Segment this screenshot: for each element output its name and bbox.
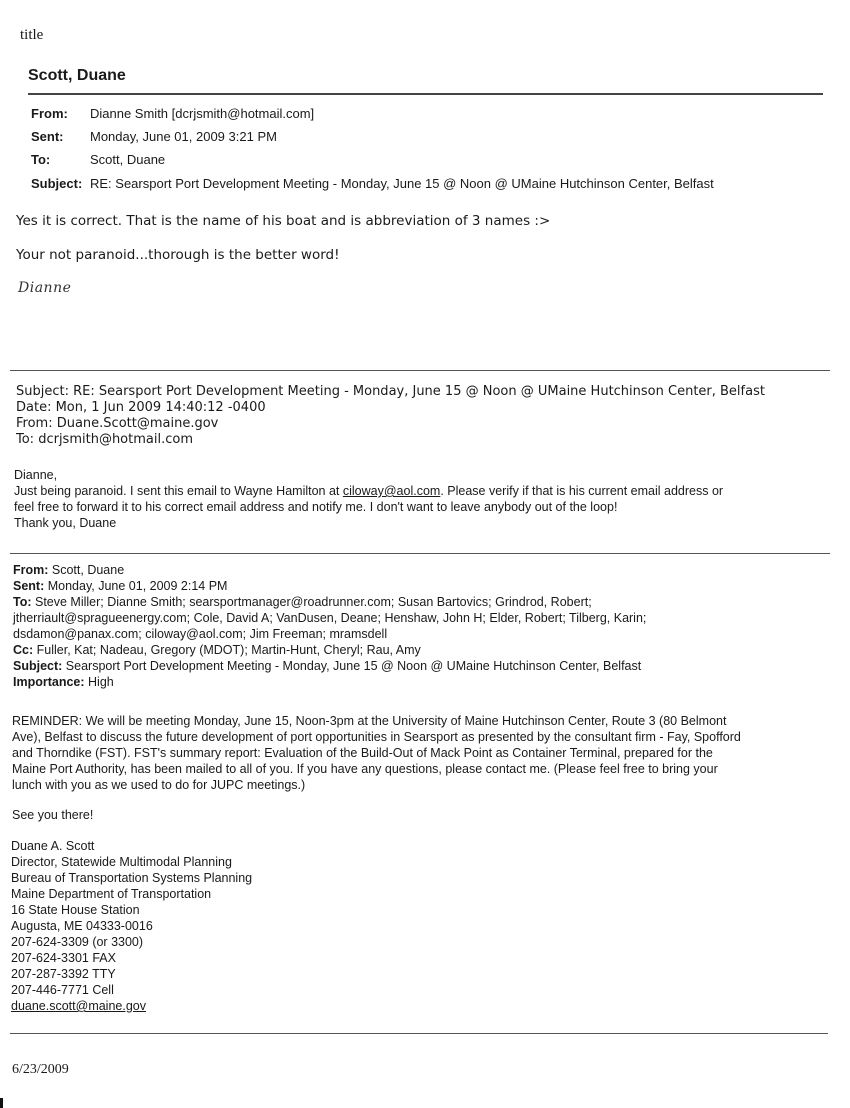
from-label: From: xyxy=(31,106,68,121)
footer-date: 6/23/2009 xyxy=(12,1062,69,1077)
header-divider xyxy=(28,93,823,95)
sent-value: Monday, June 01, 2009 3:21 PM xyxy=(90,129,277,144)
original-header xyxy=(13,562,646,690)
original-to-cont-1: jtherriault@spragueenergy.com; Cole, David A; VanDusen, Deane; Henshaw, John H; Elder, Robert; Tilberg, Karin; xyxy=(13,611,647,625)
reply-date: Date: Mon, 1 Jun 2009 14:40:12 -0400 xyxy=(16,400,266,415)
original-body-line-2: Ave), Belfast to discuss the future development of port opportunities in Searsport as presented by the consultant firm - Fay, Spofford xyxy=(12,730,741,744)
from-value: Dianne Smith [dcrjsmith@hotmail.com] xyxy=(90,106,315,121)
original-sent xyxy=(13,578,646,594)
email-link-ciloway[interactable]: ciloway@aol.com xyxy=(342,484,441,498)
original-importance xyxy=(13,674,646,690)
reply-from: From: Duane.Scott@maine.gov xyxy=(16,416,219,431)
outer-body-line-2: Your not paranoid...thorough is the better word! xyxy=(16,247,340,263)
signature-city: Augusta, ME 04333-0016 xyxy=(11,919,153,933)
signature-phone: 207-624-3309 (or 3300) xyxy=(11,935,144,949)
original-to-label: To: xyxy=(13,595,32,609)
original-from-label: From: xyxy=(13,563,49,577)
reply-line-2: feel free to forward it to his correct email address and notify me. I don't want to leave anybody out of the loop! xyxy=(14,500,618,514)
signature-email-link[interactable]: duane.scott@maine.gov xyxy=(11,999,146,1013)
original-to-cont-2: dsdamon@panax.com; ciloway@aol.com; Jim Freeman; mramsdell xyxy=(13,627,388,641)
handwritten-signature: Dianne xyxy=(18,280,72,296)
original-subject-label: Subject: xyxy=(13,659,63,673)
reply-closing: Thank you, Duane xyxy=(14,516,117,530)
reply-line-1 xyxy=(14,483,723,499)
original-from-value: Scott, Duane xyxy=(48,563,125,577)
signature-cell: 207-446-7771 Cell xyxy=(11,983,114,997)
original-body-line-4: Maine Port Authority, has been mailed to all of you. If you have any questions, please contact me. (Please feel free to bring your xyxy=(12,762,718,776)
original-subject xyxy=(13,658,646,674)
original-cc-value: Fuller, Kat; Nadeau, Gregory (MDOT); Martin-Hunt, Cheryl; Rau, Amy xyxy=(33,643,421,657)
original-from xyxy=(13,562,646,578)
subject-value: RE: Searsport Port Development Meeting - Monday, June 15 @ Noon @ UMaine Hutchinson Center, Belfast xyxy=(90,176,714,191)
signature-name: Duane A. Scott xyxy=(11,839,95,853)
reply-to: To: dcrjsmith@hotmail.com xyxy=(16,432,193,447)
original-body-line-5: lunch with you as we used to do for JUPC meetings.) xyxy=(12,778,306,792)
sender-name-heading: Scott, Duane xyxy=(28,67,126,84)
sent-label: Sent: xyxy=(31,129,64,144)
original-cc xyxy=(13,642,646,658)
to-value: Scott, Duane xyxy=(90,152,166,167)
original-to xyxy=(13,594,646,610)
signature-department: Maine Department of Transportation xyxy=(11,887,212,901)
reply-divider xyxy=(10,370,830,371)
original-subject-value: Searsport Port Development Meeting - Monday, June 15 @ Noon @ UMaine Hutchinson Center, Belfast xyxy=(62,659,642,673)
see-you-line: See you there! xyxy=(12,808,94,822)
bottom-divider xyxy=(10,1033,828,1034)
reply-subject: Subject: RE: Searsport Port Development Meeting - Monday, June 15 @ Noon @ UMaine Hutchinson Center, Belfast xyxy=(16,384,765,399)
signature-fax: 207-624-3301 FAX xyxy=(11,951,116,965)
reply-body xyxy=(14,467,723,531)
reply-line-1-text: Just being paranoid. I sent this email to Wayne Hamilton at xyxy=(14,484,343,498)
original-divider xyxy=(10,553,830,554)
original-cc-label: Cc: xyxy=(13,643,34,657)
subject-label: Subject: xyxy=(31,176,83,191)
original-body-line-1: REMINDER: We will be meeting Monday, June 15, Noon-3pm at the University of Maine Hutchinson Center, Route 3 (80 Belmont xyxy=(12,714,727,728)
scan-edge-mark xyxy=(0,1098,3,1108)
original-body-line-3: and Thorndike (FST). FST's summary report: Evaluation of the Build-Out of Mack Point as Container Terminal, prepared for the xyxy=(12,746,713,760)
original-importance-value: High xyxy=(84,675,114,689)
signature-tty: 207-287-3392 TTY xyxy=(11,967,116,981)
signature-title: Director, Statewide Multimodal Planning xyxy=(11,855,232,869)
original-sent-label: Sent: xyxy=(13,579,45,593)
page-title-word: title xyxy=(20,27,44,43)
reply-line-1-tail: . Please verify if that is his current email address or xyxy=(440,484,724,498)
to-label: To: xyxy=(31,152,51,167)
reply-header xyxy=(16,383,765,447)
original-sent-value: Monday, June 01, 2009 2:14 PM xyxy=(44,579,228,593)
original-to-value: Steve Miller; Dianne Smith; searsportmanager@roadrunner.com; Susan Bartovics; Grindrod, Robert; xyxy=(31,595,592,609)
signature-block xyxy=(11,839,252,1015)
original-importance-label: Importance: xyxy=(13,675,85,689)
signature-bureau: Bureau of Transportation Systems Planning xyxy=(11,871,253,885)
original-body xyxy=(12,713,741,793)
reply-greeting: Dianne, xyxy=(14,468,58,482)
outer-body-line-1: Yes it is correct. That is the name of his boat and is abbreviation of 3 names :> xyxy=(16,213,551,229)
signature-station: 16 State House Station xyxy=(11,903,140,917)
